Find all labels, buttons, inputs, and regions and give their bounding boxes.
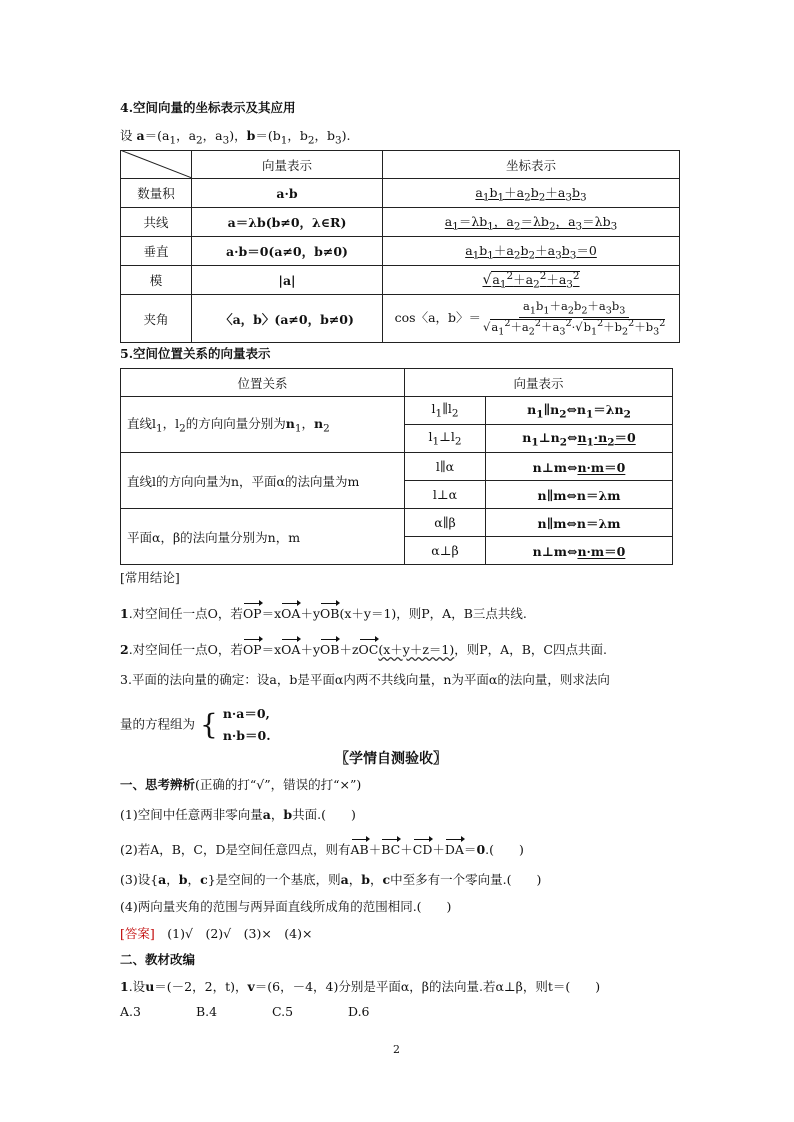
page-number: 2 (393, 1043, 400, 1056)
row-name: 模 (121, 266, 192, 295)
header-relation: 位置关系 (121, 369, 405, 397)
question-5: 1.设u＝(－2，2，t)，v＝(6，－4，4)分别是平面α，β的法向量.若α⊥β，则t＝( ) (120, 979, 601, 994)
part1-heading (120, 775, 361, 793)
vector-cell: $n_1\perp n_2\Leftrightarrow n_1\cdot n_2=0$ (486, 425, 673, 453)
conclusion-3-line2 (120, 703, 271, 747)
question-2: (2)若A，B，C，D是空间任意四点，则有AB＋BC＋CD＋DA＝0.( ) (120, 842, 524, 857)
row-name: 垂直 (121, 237, 192, 266)
question-4: (4)两向量夹角的范围与两异面直线所成角的范围相同.( ) (120, 899, 452, 914)
position-table (120, 368, 673, 565)
question-1: (1)空间中任意两非零向量a，b共面.( ) (120, 807, 356, 822)
row-coordinate: cos〈a，b〉＝ $\frac{a_1b_1+a_2b_2+a_3b_3}{√a_1^2+a_2^2+a_3^2\cdot√b_1^2+b_2^2+b_3^2}$ (383, 295, 680, 343)
option-b: B.4 (196, 1004, 218, 1019)
row-coordinate: $a_1b_1+a_2b_2+a_3b_3=0$ (383, 237, 680, 266)
conclusion-1: 1.对空间任一点O，若OP＝xOA＋yOB(x＋y＝1)，则P，A，B三点共线. (120, 606, 527, 621)
relation-cell: l∥α (405, 453, 486, 481)
row-coordinate: $√a_1^2+a_2^2+a_3^2$ (383, 266, 680, 295)
row-vector: |a| (192, 266, 383, 295)
option-d: D.6 (348, 1004, 370, 1019)
relation-cell: α∥β (405, 509, 486, 537)
answer-label: [答案] (120, 926, 155, 941)
group-desc: 直线l的方向向量为n，平面α的法向量为m (121, 453, 405, 509)
conclusion-3-line1: 3.平面的法向量的确定：设a，b是平面α内两不共线向量，n为平面α的法向量，则求法向 (120, 672, 610, 687)
relation-cell: α⊥β (405, 537, 486, 565)
header-vector: 向量表示 (192, 151, 383, 179)
header-vector: 向量表示 (405, 369, 673, 397)
part1-title: 一、思考辨析 (120, 777, 196, 792)
row-vector: a·b (192, 179, 383, 208)
vector-cell: n∥m⇔n＝λm (486, 481, 673, 509)
row-vector: a·b＝0(a≠0，b≠0) (192, 237, 383, 266)
conclusion-2: 2.对空间任一点O，若OP＝xOA＋yOB＋zOC(x＋y＋z＝1)，则P，A，B，C四点共面. (120, 642, 607, 657)
vector-cell: n⊥m⇔n·m＝0 (486, 453, 673, 481)
option-c: C.5 (272, 1004, 294, 1019)
row-name: 共线 (121, 208, 192, 237)
vector-cell: n∥m⇔n＝λm (486, 509, 673, 537)
row-vector: a＝λb(b≠0，λ∈R) (192, 208, 383, 237)
relation-cell: $l_1\perp l_2$ (405, 425, 486, 453)
option-a: A.3 (120, 1004, 141, 1019)
row-name: 数量积 (121, 179, 192, 208)
part1-note: (正确的打“√”，错误的打“×”) (195, 777, 362, 792)
question-3: (3)设{a，b，c}是空间的一个基底，则a，b，c中至多有一个零向量.( ) (120, 872, 542, 887)
brace-icon: { (200, 708, 218, 741)
conclusions-title: [常用结论] (120, 570, 180, 585)
equation-1: n·a＝0, (222, 706, 270, 721)
options-row (120, 1004, 370, 1019)
row-name: 夹角 (121, 295, 192, 343)
group-desc: 直线$l_1$，$l_2$的方向向量分别为$n_1$，$n_2$ (121, 397, 405, 453)
answer-text: (1)√ (2)√ (3)× (4)× (167, 926, 313, 941)
vector-cell: $n_1\parallel n_2\Leftrightarrow n_1=\lambda n_2$ (486, 397, 673, 425)
answer-line (120, 924, 312, 942)
conclusion-3-text: 量的方程组为 (120, 716, 196, 732)
self-test-banner: 〖学情自测验收〗 (335, 751, 447, 767)
relation-cell: $l_1\parallel l_2$ (405, 397, 486, 425)
relation-cell: l⊥α (405, 481, 486, 509)
section5-title: 5.空间位置关系的向量表示 (120, 346, 271, 361)
group-desc: 平面α，β的法向量分别为n，m (121, 509, 405, 565)
row-coordinate: $a_1=\lambda b_1$，$a_2=\lambda b_2$，$a_3=\lambda b_3$ (383, 208, 680, 237)
section4-intro: 设 $a=(a_1$，$a_2$，$a_3$)，$b=(b_1$，$b_2$，$b_3$). (120, 128, 351, 147)
section4-title: 4.空间向量的坐标表示及其应用 (120, 100, 296, 115)
coordinate-table (120, 150, 680, 343)
equation-2: n·b＝0. (222, 728, 271, 743)
row-vector: 〈a，b〉(a≠0，b≠0) (192, 295, 383, 343)
header-coordinate: 坐标表示 (383, 151, 680, 179)
vector-cell: n⊥m⇔n·m＝0 (486, 537, 673, 565)
part2-title: 二、教材改编 (120, 952, 196, 967)
row-coordinate: $a_1b_1+a_2b_2+a_3b_3$ (383, 179, 680, 208)
